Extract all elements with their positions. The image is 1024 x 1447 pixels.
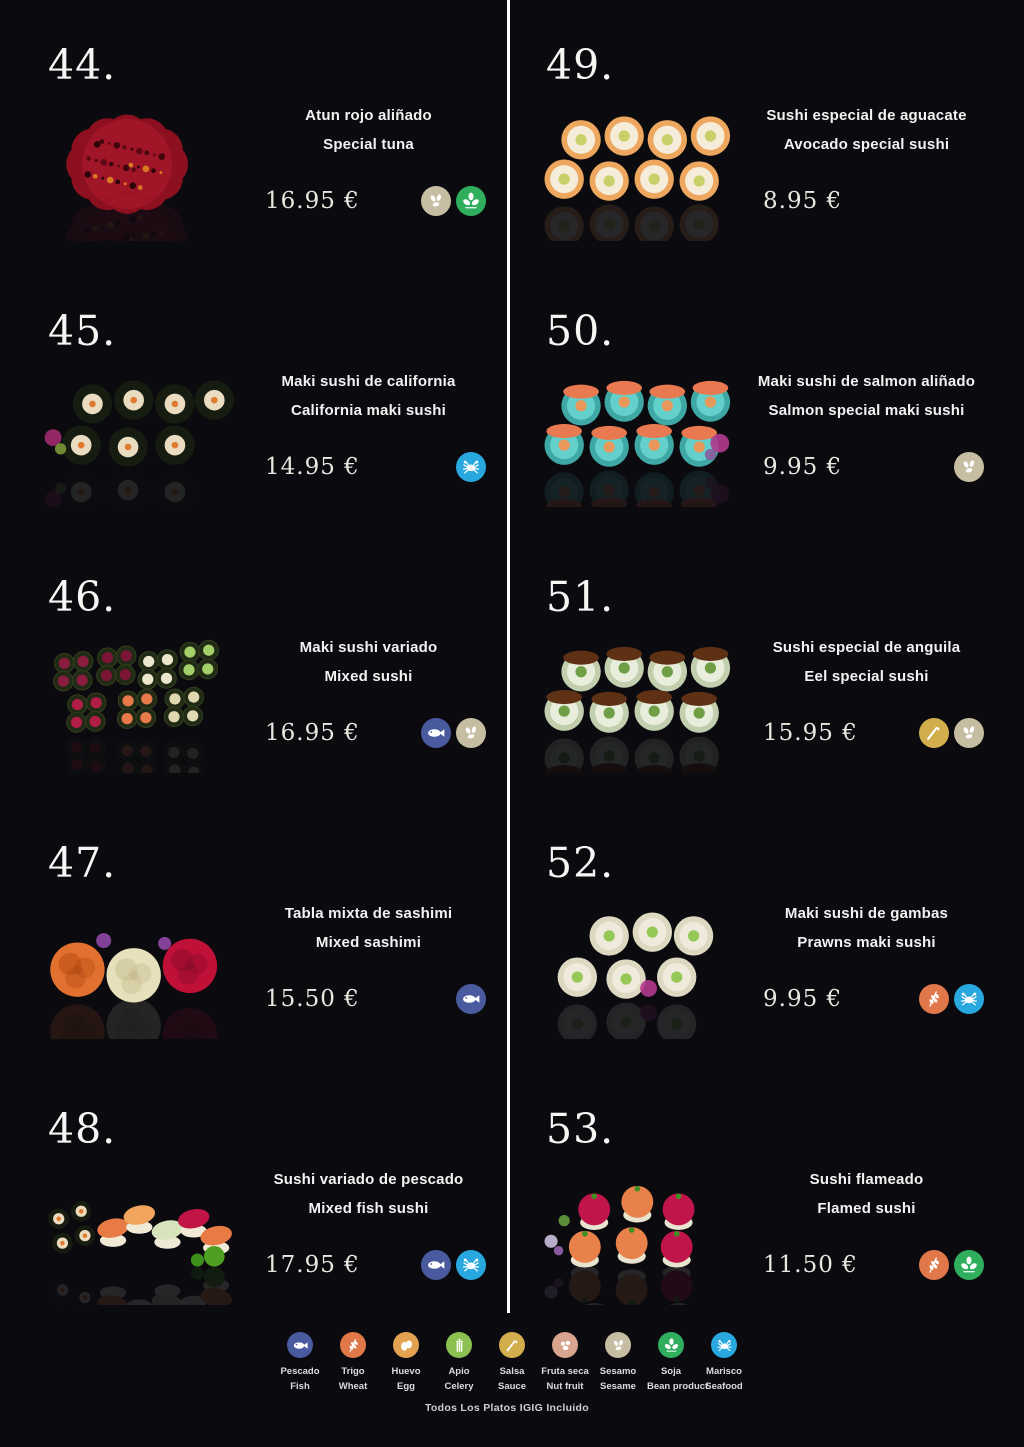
item-name-es: Sushi variado de pescado [273,1171,464,1189]
menu-column-right [532,42,986,1372]
item-price: 9.95 € [763,453,843,480]
item-name-en: Prawns maki sushi [797,934,936,952]
legend-label-es: Trigo [341,1366,365,1377]
item-price: 17.95 € [265,1251,360,1278]
item-name-es: Tabla mixta de sashimi [284,905,453,923]
dish-photo [34,623,239,773]
item-price: 14.95 € [265,453,360,480]
item-number: 45. [48,307,117,355]
menu-item-50 [532,308,986,574]
sauce-icon [919,718,949,748]
crab-icon [456,1250,486,1280]
item-name-en: Flamed sushi [817,1200,916,1218]
legend-label-es: Soja [660,1366,682,1377]
menu-item-49 [532,42,986,308]
item-price: 16.95 € [265,187,360,214]
item-allergen-badges [919,718,984,748]
column-divider [507,0,510,1313]
legend-label-es: Fruta seca [541,1366,589,1377]
item-price: 8.95 € [763,187,843,214]
item-name-en: Mixed sashimi [315,934,422,952]
allergen-legend [276,1332,748,1394]
dish-photo [34,91,239,241]
dish-photo [532,623,737,773]
sesame-icon [456,718,486,748]
dish-photo [532,1155,737,1305]
item-number: 53. [546,1105,615,1153]
dish-photo [34,357,239,507]
item-name-en: Mixed sushi [324,668,413,686]
item-name-es: Sushi especial de aguacate [766,107,967,125]
item-allergen-badges [421,186,486,216]
item-number: 52. [546,839,615,887]
fish-icon [421,1250,451,1280]
item-number: 50. [546,307,615,355]
item-price: 11.50 € [763,1251,858,1278]
legend-pescado [276,1332,324,1394]
wheat-icon [340,1332,366,1358]
item-allergen-badges [919,1250,984,1280]
crab-icon [456,452,486,482]
sesame-icon [605,1332,631,1358]
nut-icon [552,1332,578,1358]
footer-note: Todos Los Platos IGIG Incluido [425,1402,589,1414]
menu-item-47 [34,840,488,1106]
fish-icon [456,984,486,1014]
crab-icon [711,1332,737,1358]
legend-label-en: Fish [290,1380,310,1392]
item-number: 51. [546,573,615,621]
egg-icon [393,1332,419,1358]
item-name-en: California maki sushi [290,402,447,420]
soy-icon [456,186,486,216]
sesame-icon [954,452,984,482]
dish-photo [34,889,239,1039]
legend-label-en: Nut fruit [546,1380,584,1392]
item-name-es: Maki sushi de salmon aliñado [757,373,976,391]
item-price: 9.95 € [763,985,843,1012]
item-name-es: Sushi flameado [809,1171,924,1189]
item-name-es: Sushi especial de anguila [772,639,961,657]
sauce-icon [499,1332,525,1358]
legend-apio [435,1332,483,1394]
menu-item-44 [34,42,488,308]
item-price: 16.95 € [265,719,360,746]
legend-label-es: Sesamo [599,1366,637,1377]
sesame-icon [421,186,451,216]
legend-trigo [329,1332,377,1394]
item-name-en: Special tuna [323,136,414,154]
menu-column-left [34,42,488,1372]
legend-salsa [488,1332,536,1394]
menu-item-46 [34,574,488,840]
item-price: 15.50 € [265,985,360,1012]
item-allergen-badges [456,452,486,482]
item-name-es: Atun rojo aliñado [305,107,432,125]
item-allergen-badges [919,984,984,1014]
item-name-en: Mixed fish sushi [308,1200,429,1218]
legend-label-en: Wheat [338,1380,368,1392]
item-name-en: Avocado special sushi [783,136,950,154]
item-allergen-badges [421,1250,486,1280]
fish-icon [421,718,451,748]
item-allergen-badges [954,452,984,482]
item-number: 47. [48,839,117,887]
legend-label-en: Bean product [647,1380,709,1392]
item-name-es: Maki sushi variado [299,639,438,657]
item-allergen-badges [421,718,486,748]
crab-icon [954,984,984,1014]
legend-label-es: Marisco [706,1366,742,1377]
legend-marisco [700,1332,748,1394]
dish-photo [532,91,737,241]
item-number: 46. [48,573,117,621]
item-number: 49. [546,41,615,89]
celery-icon [446,1332,472,1358]
item-name-es: Maki sushi de gambas [784,905,949,923]
sesame-icon [954,718,984,748]
soy-icon [954,1250,984,1280]
legend-fruta_seca [541,1332,589,1394]
legend-label-en: Egg [397,1380,415,1392]
legend-label-en: Seafood [705,1380,743,1392]
legend-label-en: Sauce [498,1380,526,1392]
dish-photo [532,889,737,1039]
item-price: 15.95 € [763,719,858,746]
legend-label-es: Salsa [499,1366,525,1377]
legend-label-es: Apio [448,1366,470,1377]
fish-icon [287,1332,313,1358]
soy-icon [658,1332,684,1358]
item-number: 44. [48,41,117,89]
dish-photo [34,1155,239,1305]
legend-label-es: Pescado [280,1366,320,1377]
item-name-es: Maki sushi de california [281,373,456,391]
menu-item-45 [34,308,488,574]
legend-soja [647,1332,709,1394]
item-allergen-badges [456,984,486,1014]
legend-sesamo [594,1332,642,1394]
legend-label-en: Celery [444,1380,474,1392]
legend-label-es: Huevo [391,1366,421,1377]
wheat-icon [919,1250,949,1280]
legend-label-en: Sesame [600,1380,636,1392]
legend-huevo [382,1332,430,1394]
wheat-icon [919,984,949,1014]
menu-item-51 [532,574,986,840]
dish-photo [532,357,737,507]
menu-item-52 [532,840,986,1106]
item-number: 48. [48,1105,117,1153]
item-name-en: Salmon special maki sushi [768,402,965,420]
item-name-en: Eel special sushi [804,668,929,686]
